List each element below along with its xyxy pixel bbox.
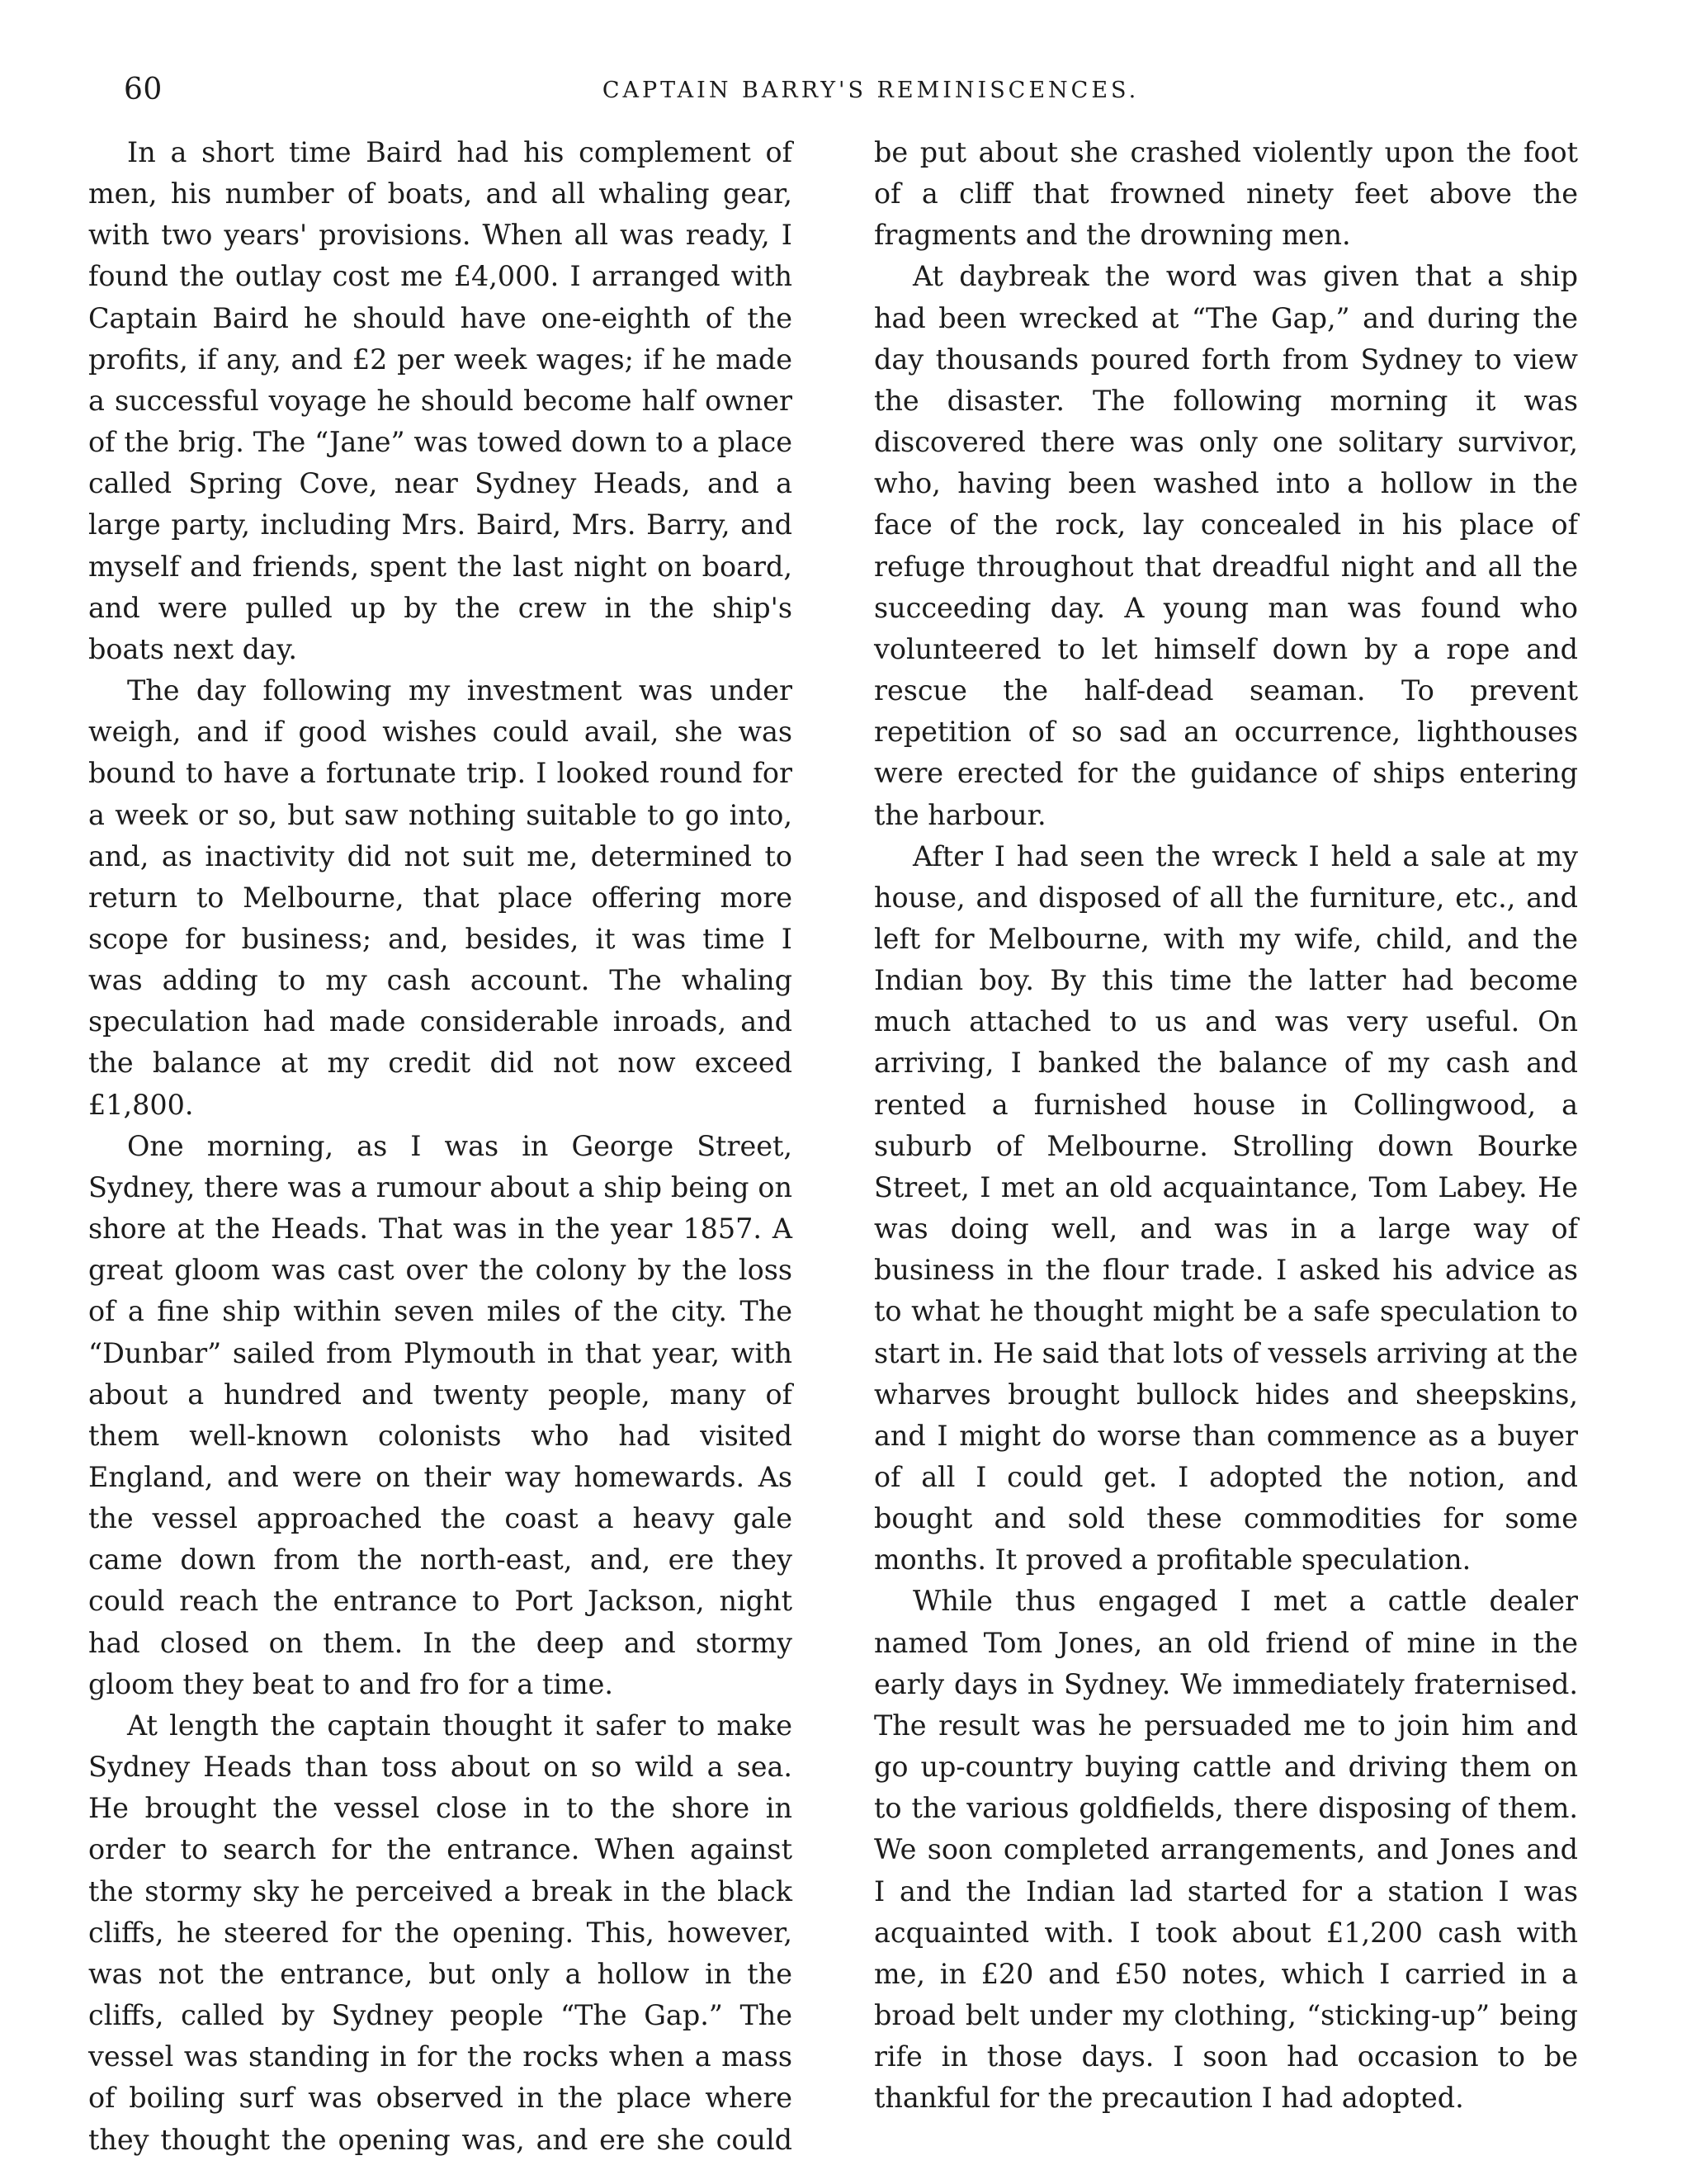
- paragraph: While thus engaged I met a cattle dealer named Tom Jones, an old friend of mine in the early days in Sydney. We immediately fraternised. The result was he persuaded me to join him and go up-country buying cattle and driving them on to the various goldfields, there disposing of them. We soon completed arrangements, and Jones and I and the Indian lad started for a station I was acquainted with. I took about £1,200 cash with me, in £20 and £50 notes, which I carried in a broad belt under my clothing, “sticking-up” being rife in those days. I soon had occasion to be thankful for the precaution I had adopted.: [874, 1585, 1578, 2115]
- left-column: [88, 132, 792, 2161]
- running-title: CAPTAIN BARRY'S REMINISCENCES.: [602, 78, 1140, 103]
- page-number: 60: [124, 73, 163, 106]
- paragraph: After I had seen the wreck I held a sale at my house, and disposed of all the furniture, etc., and left for Melbourne, with my wife, child, and the Indian boy. By this time the latter had become much attached to us and was very useful. On arriving, I banked the balance of my cash and rented a furnished house in Collingwood, a suburb of Melbourne. Strolling down Bourke Street, I met an old acquaintance, Tom Labey. He was doing well, and was in a large way of business in the flour trade. I asked his advice as to what he thought might be a safe speculation to start in. He said that lots of vessels arriving at the wharves brought bullock hides and sheepskins, and I might do worse than commence as a buyer of all I could get. I adopted the notion, and bought and sold these commodities for some months. It proved a profitable speculation.: [874, 839, 1578, 1577]
- paragraph: At length the captain thought it safer to make Sydney Heads than toss about on so wild a sea. He brought the vessel close in to the shore in order to search for the entrance. When against the stormy sky he perceived a break in the black cliffs, he steered for the opening. This, however, was not the entrance, but only a hollow in the cliffs, called by Sydney people “The Gap.” The vessel was standing in for the rocks when a mass of boiling surf was observed in the place where they thought the opening was, and ere she could: [88, 1709, 792, 2156]
- paragraph: At daybreak the word was given that a ship had been wrecked at “The Gap,” and during the day thousands poured forth from Sydney to view the disaster. The following morning it was discovered there was only one solitary survivor, who, having been washed into a hollow in the face of the rock, lay concealed in his place of refuge throughout that dreadful night and all the succeeding day. A young man was found who volunteered to let himself down by a rope and rescue the half-dead seaman. To prevent repetition of so sad an occurrence, lighthouses were erected for the guidance of ships entering the harbour.: [874, 260, 1578, 831]
- paragraph: In a short time Baird had his complement of men, his number of boats, and all whaling gear, with two years' provisions. When all was ready, I found the outlay cost me £4,000. I arranged with Captain Baird he should have one-eighth of the profits, if any, and £2 per week wages; if he made a successful voyage he should become half owner of the brig. The “Jane” was towed down to a place called Spring Cove, near Sydney Heads, and a large party, including Mrs. Baird, Mrs. Barry, and myself and friends, spent the last night on board, and were pulled up by the crew in the ship's boats next day.: [88, 136, 792, 665]
- paragraph: One morning, as I was in George Street, Sydney, there was a rumour about a ship being on shore at the Heads. That was in the year 1857. A great gloom was cast over the colony by the loss of a fine ship within seven miles of the city. The “Dunbar” sailed from Plymouth in that year, with about a hundred and twenty people, many of them well-known colonists who had visited England, and were on their way homewards. As the vessel approached the coast a heavy gale came down from the north-east, and, ere they could reach the entrance to Port Jackson, night had closed on them. In the deep and stormy gloom they beat to and fro for a time.: [88, 1129, 792, 1700]
- right-column: [874, 132, 1578, 2120]
- paragraph: The day following my investment was under weigh, and if good wishes could avail, she was bound to have a fortunate trip. I looked round for a week or so, but saw nothing suitable to go into, and, as inactivity did not suit me, determined to return to Melbourne, that place offering more scope for business; and, besides, it was time I was adding to my cash account. The whaling speculation had made considerable inroads, and the balance at my credit did not now exceed £1,800.: [88, 674, 792, 1121]
- running-head: [124, 73, 1618, 116]
- paragraph-continued: be put about she crashed violently upon the foot of a cliff that frowned ninety feet above the fragments and the drowning men.: [874, 136, 1578, 252]
